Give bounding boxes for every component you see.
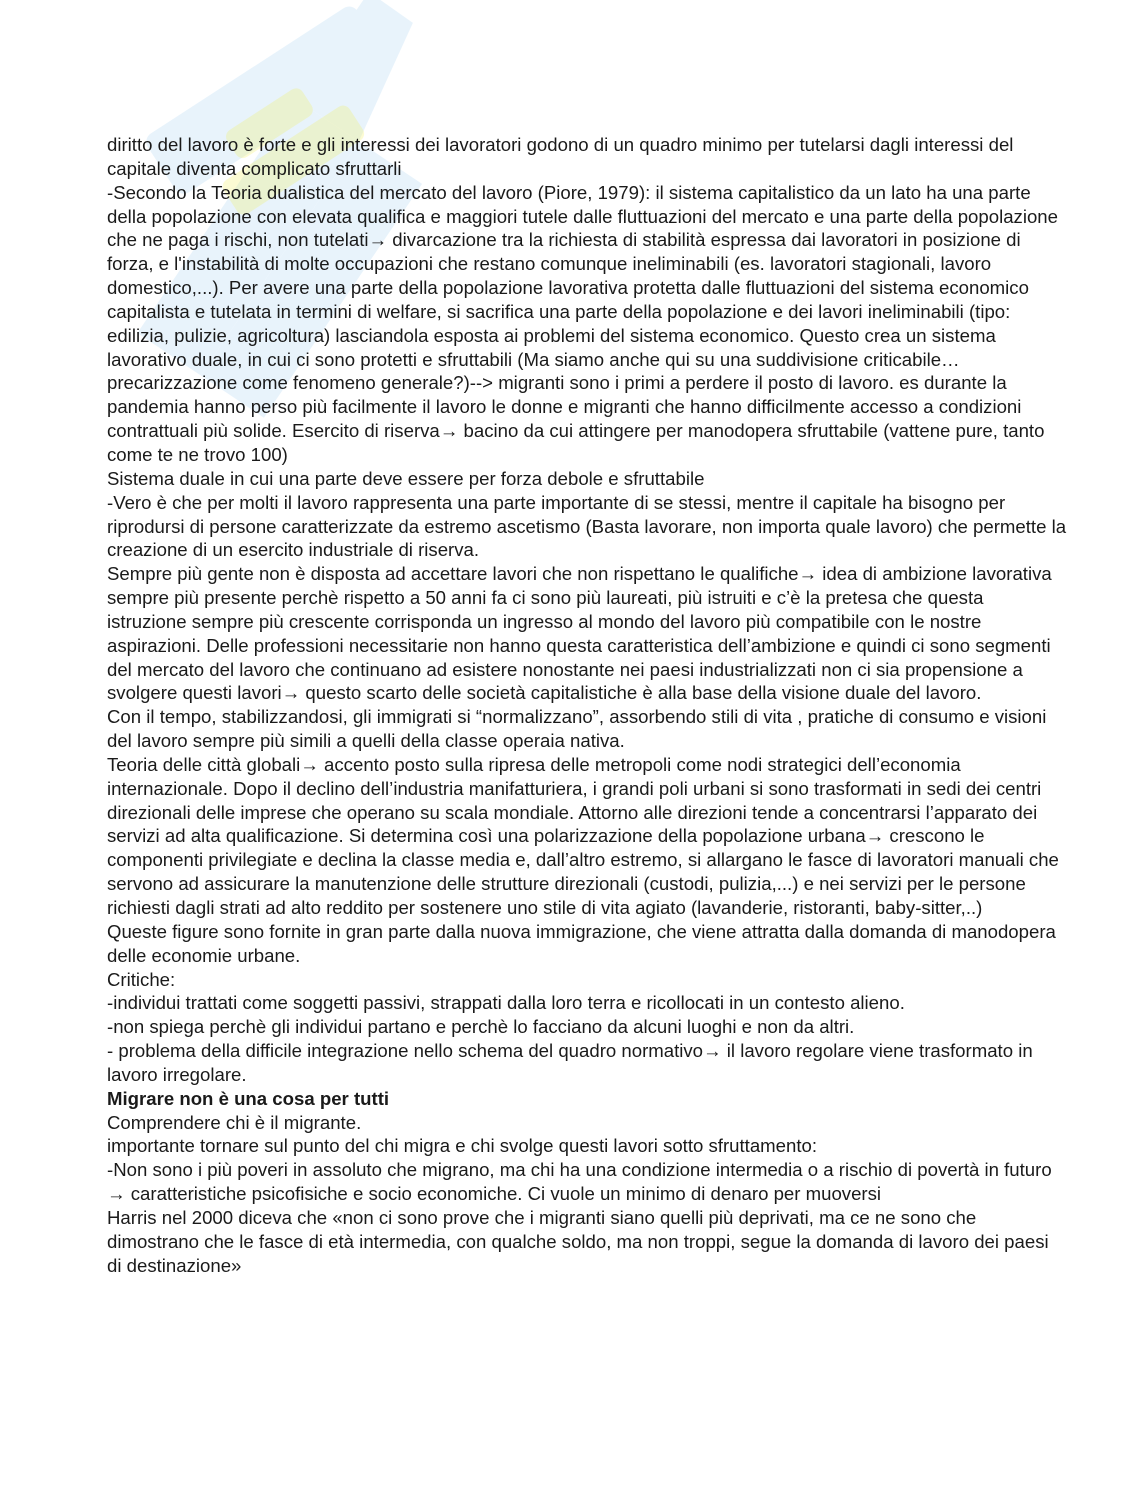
paragraph: Comprendere chi è il migrante.: [107, 1111, 362, 1133]
paragraph: Critiche:: [107, 968, 176, 990]
paragraph: -Vero è che per molti il lavoro rappresenta una parte importante di se stessi, mentre il capitale ha bisogno per riprodursi di persone caratterizzate da estremo ascetismo (Basta lavorare, non importa quale lavoro) che permette la creazione di un esercito industriale di riserva.: [107, 491, 1067, 561]
paragraph: Queste figure sono fornite in gran parte dalla nuova immigrazione, che viene attratta dalla domanda di manodopera delle economie urbane.: [107, 920, 1056, 966]
paragraph: Harris nel 2000 diceva che «non ci sono prove che i migranti siano quelli più deprivati, ma ce ne sono che dimostrano che le fasce di età intermedia, con qualche soldo, ma non troppi, segue la domanda di lavoro dei paesi di destinazione»: [107, 1206, 1049, 1276]
paragraph: Con il tempo, stabilizzandosi, gli immigrati si “normalizzano”, assorbendo stili di vita , pratiche di consumo e visioni del lavoro sempre più simili a quelli della classe operaia nativa.: [107, 706, 1047, 752]
paragraph: -Secondo la Teoria dualistica del mercato del lavoro (Piore, 1979): il sistema capitalistico da un lato ha una parte della popolazione con elevata qualifica e maggiori tutele dalle fluttuazioni del mercato e una parte della popolazione che ne paga i rischi, non tutelati→ divarcazione tra la richiesta di stabilità espressa dai lavoratori in posizione di forza, e l'instabilità di molte occupazioni che restano comunque ineliminabili (es. lavoratori stagionali, lavoro domestico,...). Per avere una parte della popolazione lavorativa protetta dalle fluttuazioni del sistema economico capitalista e tutelata in termini di welfare, si sacrifica una parte della popolazione e dei lavori ineliminabili (tipo: edilizia, pulizie, agricoltura) lasciandola esposta ai problemi del sistema economico. Questo crea un sistema lavorativo duale, in cui ci sono protetti e sfruttabili (Ma siamo anche qui su una suddivisione criticabile… precarizzazione come fenomeno generale?)--> migranti sono i primi a perdere il posto di lavoro. es durante la pandemia hanno perso più facilmente il lavoro le donne e migranti che hanno difficilmente accesso a condizioni contrattuali più solide. Esercito di riserva→ bacino da cui attingere per manodopera sfruttabile (vattene pure, tanto come te ne trovo 100): [107, 181, 1058, 465]
paragraph: importante tornare sul punto del chi migra e chi svolge questi lavori sotto sfruttamento:: [107, 1135, 818, 1157]
paragraph: -Non sono i più poveri in assoluto che migrano, ma chi ha una condizione intermedia o a rischio di povertà in futuro → caratteristiche psicofisiche e socio economiche. Ci vuole un minimo di denaro per muoversi: [107, 1159, 1052, 1205]
paragraph: Sistema duale in cui una parte deve essere per forza debole e sfruttabile: [107, 467, 705, 489]
paragraph: -individui trattati come soggetti passivi, strappati dalla loro terra e ricollocati in un contesto alieno.: [107, 992, 905, 1014]
document-body: [107, 133, 1067, 1278]
paragraph: Sempre più gente non è disposta ad accettare lavori che non rispettano le qualifiche→ idea di ambizione lavorativa sempre più presente perchè rispetto a 50 anni fa ci sono più laureati, più istruiti e c’è la pretesa che questa istruzione sempre più crescente corrisponda un ingresso al mondo del lavoro più compatibile con le nostre aspirazioni. Delle professioni necessitarie non hanno questa caratteristica dell’ambizione e quindi ci sono segmenti del mercato del lavoro che continuano ad esistere nonostante nei paesi industrializzati non ci sia propensione a svolgere questi lavori→ questo scarto delle società capitalistiche è alla base della visione duale del lavoro.: [107, 563, 1052, 704]
paragraph: Teoria delle città globali→ accento posto sulla ripresa delle metropoli come nodi strategici dell’economia internazionale. Dopo il declino dell’industria manifatturiera, i grandi poli urbani si sono trasformati in sedi dei centri direzionali delle imprese che operano su scala mondiale. Attorno alle direzioni tende a concentrarsi l’apparato dei servizi ad alta qualificazione. Si determina così una polarizzazione della popolazione urbana→ crescono le componenti privilegiate e declina la classe media e, dall’altro estremo, si allargano le fasce di lavoratori manuali che servono ad assicurare la manutenzione delle strutture direzionali (custodi, pulizia,...) e nei servizi per le persone richiesti dagli strati ad alto reddito per sostenere uno stile di vita agiato (lavanderie, ristoranti, baby-sitter,..): [107, 753, 1059, 918]
paragraph: - problema della difficile integrazione nello schema del quadro normativo→ il lavoro regolare viene trasformato in lavoro irregolare.: [107, 1040, 1033, 1085]
paragraph: diritto del lavoro è forte e gli interessi dei lavoratori godono di un quadro minimo per tutelarsi dagli interessi del capitale diventa complicato sfruttarli: [107, 134, 1014, 179]
section-heading: Migrare non è una cosa per tutti: [107, 1087, 390, 1109]
paragraph: -non spiega perchè gli individui partano e perchè lo facciano da alcuni luoghi e non da altri.: [107, 1016, 855, 1038]
